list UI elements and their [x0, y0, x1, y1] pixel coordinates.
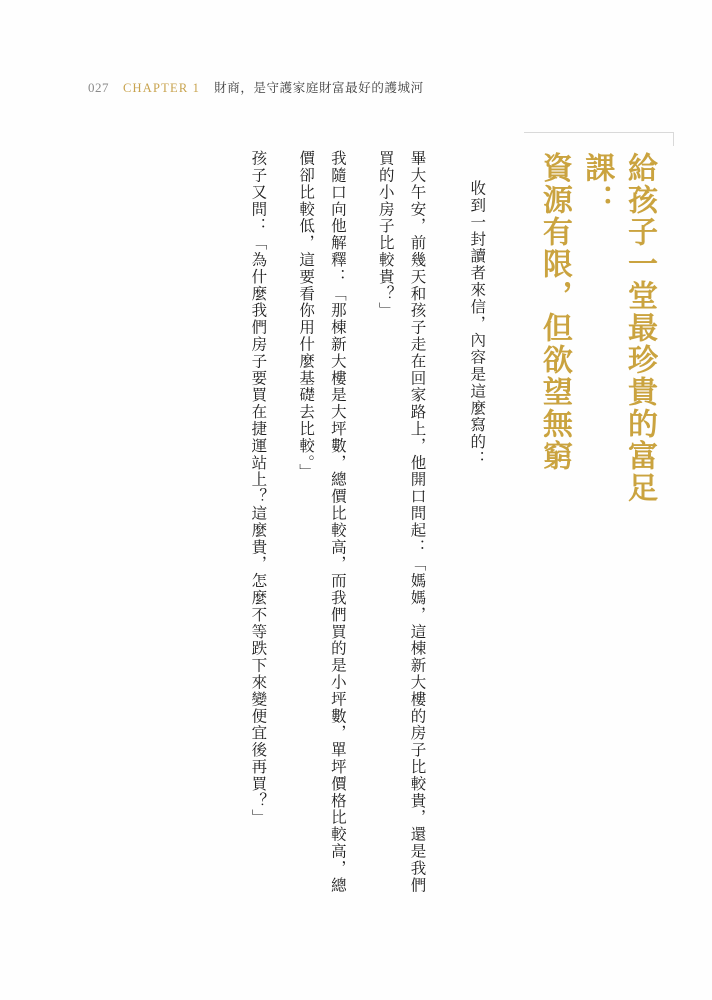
headline-line-2: 資源有限，但欲望無窮: [536, 152, 572, 472]
headline-text: [532, 150, 660, 532]
chapter-label: CHAPTER 1: [123, 81, 201, 95]
paragraph-2: 畢大午安，前幾天和孩子走在回家路上，他開口問起：「媽媽，這棟新大樓的房子比較貴，還是我們買的小房子比較貴？」: [376, 150, 427, 894]
headline-line-1: 給孩子一堂最珍貴的富足課：: [579, 152, 657, 504]
vertical-columns: [70, 150, 660, 940]
paragraph-1: 收到一封讀者來信，內容是這麼寫的：: [468, 180, 487, 468]
paragraph-3: 我隨口向他解釋：「那棟新大樓是大坪數，總價比較高，而我們買的是小坪數，單坪價格比較高，總價卻比較低，這要看你用什麼基礎去比較。」: [297, 150, 347, 894]
running-header: [88, 78, 652, 98]
page-body: [70, 150, 660, 940]
paragraph-4: 孩子又問：「為什麼我們房子要買在捷運站上？這麼貴，怎麼不等跌下來變便宜後再買？」: [249, 150, 268, 826]
page-number: 027: [88, 80, 109, 95]
headline-block: [528, 150, 660, 532]
chapter-title: 財商，是守護家庭財富最好的護城河: [214, 80, 424, 95]
headline-rule: [524, 132, 674, 133]
